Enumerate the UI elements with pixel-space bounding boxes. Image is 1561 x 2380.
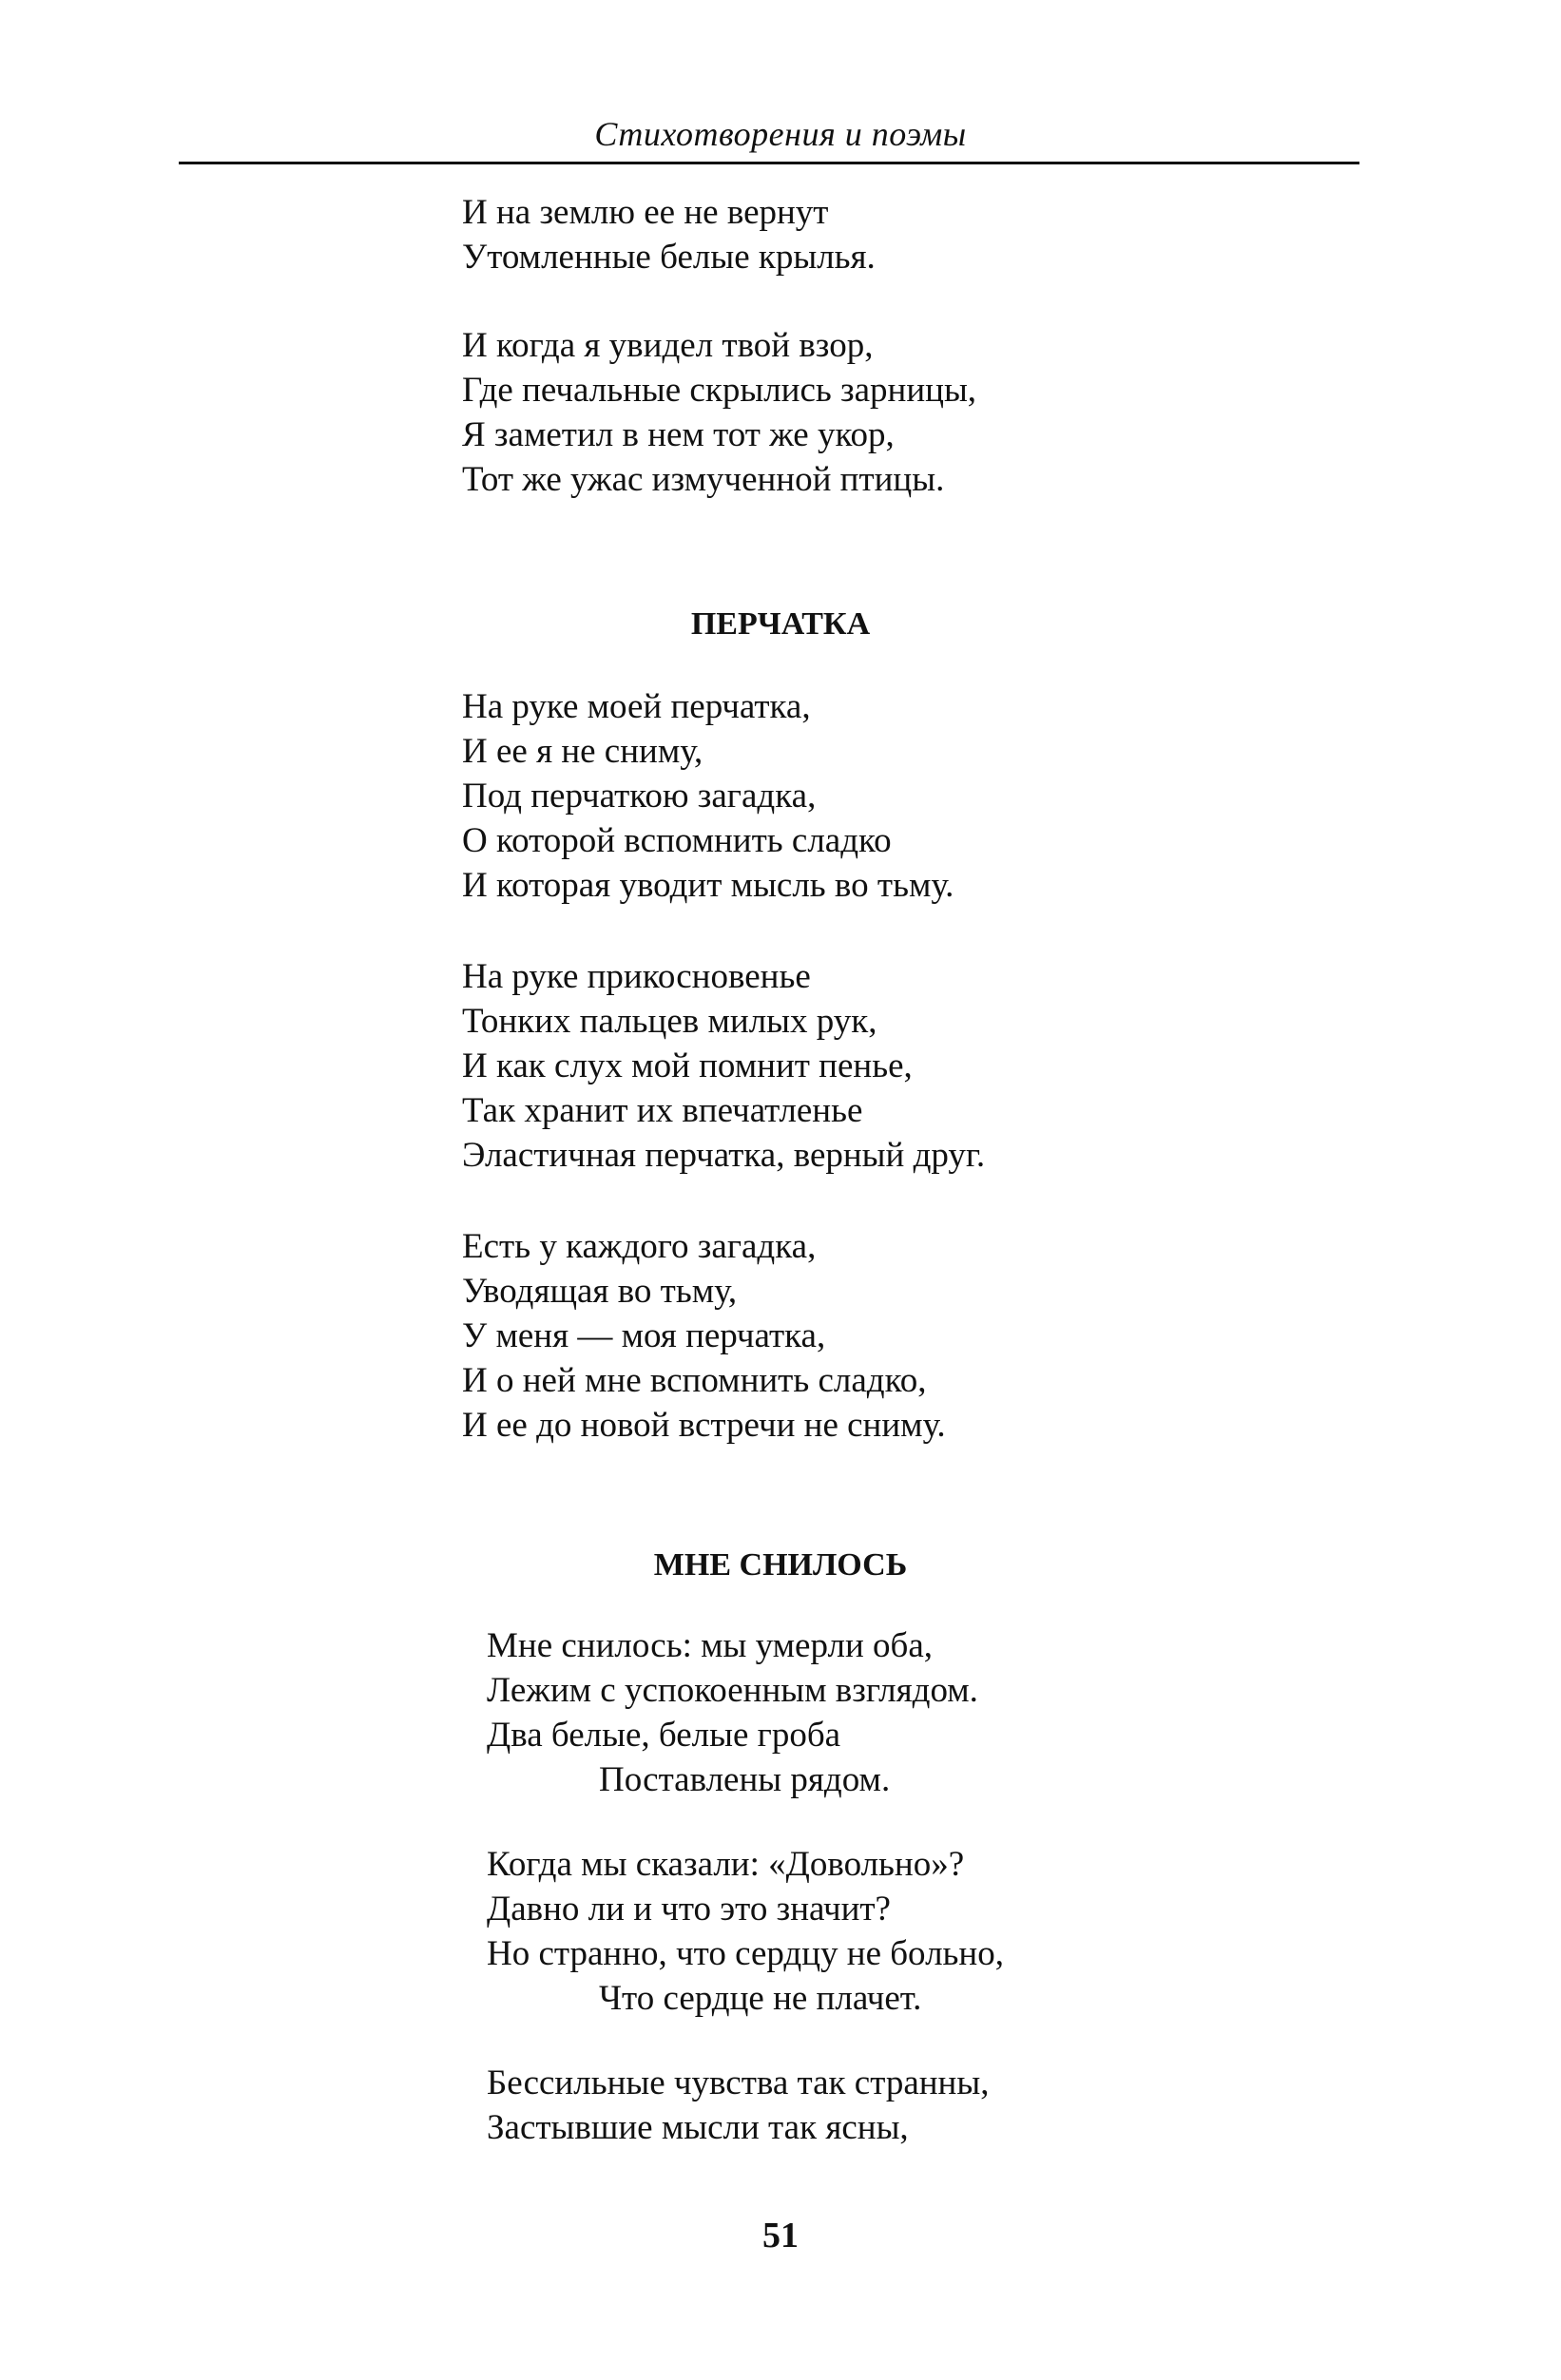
verse-line: И когда я увидел твой взор, (462, 326, 874, 365)
verse-line: Тонких пальцев милых рук, (462, 1002, 877, 1041)
verse-line: И на землю ее не вернут (462, 193, 829, 232)
verse-line-indented: Поставлены рядом. (599, 1760, 891, 1799)
glove-stanza-1 (462, 684, 954, 908)
poem-title-glove: ПЕРЧАТКА (690, 606, 871, 642)
verse-line-indented: Что сердце не плачет. (599, 1979, 922, 2018)
verse-line: На руке моей перчатка, (462, 687, 811, 726)
verse-line: Два белые, белые гроба (487, 1716, 841, 1755)
previous-poem-stanza-2 (462, 323, 976, 502)
verse-line: И как слух мой помнит пенье, (462, 1046, 913, 1085)
running-head: Стихотворения и поэмы (594, 115, 967, 153)
dream-stanza-3 (487, 2061, 989, 2150)
verse-line: Застывшие мысли так ясны, (487, 2108, 909, 2147)
verse-line: Эластичная перчатка, верный друг. (462, 1136, 986, 1175)
header-rule (179, 162, 1359, 164)
verse-line: Есть у каждого загадка, (462, 1227, 817, 1266)
page-number: 51 (762, 2216, 799, 2255)
verse-line: У меня — моя перчатка, (462, 1316, 826, 1355)
verse-line: Я заметил в нем тот же укор, (462, 415, 895, 454)
verse-line: Лежим с успокоенным взглядом. (487, 1671, 978, 1710)
verse-line: Утомленные белые крылья. (462, 238, 876, 277)
verse-line: О которой вспомнить сладко (462, 821, 892, 860)
verse-line: И ее я не сниму, (462, 732, 703, 771)
previous-poem-stanza-1 (462, 190, 876, 279)
verse-line: И ее до новой встречи не сниму. (462, 1406, 946, 1445)
verse-line: И о ней мне вспомнить сладко, (462, 1361, 927, 1400)
verse-line: И которая уводит мысль во тьму. (462, 866, 954, 905)
verse-line: Уводящая во тьму, (462, 1272, 738, 1311)
verse-line: Давно ли и что это значит? (487, 1890, 891, 1929)
verse-line: Бессильные чувства так странны, (487, 2063, 990, 2102)
verse-line: Когда мы сказали: «Довольно»? (487, 1845, 965, 1884)
dream-stanza-1 (487, 1623, 978, 1802)
glove-stanza-2 (462, 954, 985, 1178)
verse-line: Мне снилось: мы умерли оба, (487, 1626, 934, 1665)
verse-line: Так хранит их впечатленье (462, 1091, 863, 1130)
dream-stanza-2 (487, 1842, 1004, 2021)
verse-line: Но странно, что сердцу не больно, (487, 1934, 1004, 1973)
poem-title-dream: МНЕ СНИЛОСЬ (653, 1547, 908, 1583)
verse-line: Где печальные скрылись зарницы, (462, 371, 977, 410)
verse-line: Тот же ужас измученной птицы. (462, 460, 945, 499)
verse-line: Под перчаткою загадка, (462, 777, 817, 816)
glove-stanza-3 (462, 1224, 946, 1448)
verse-line: На руке прикосновенье (462, 957, 811, 996)
